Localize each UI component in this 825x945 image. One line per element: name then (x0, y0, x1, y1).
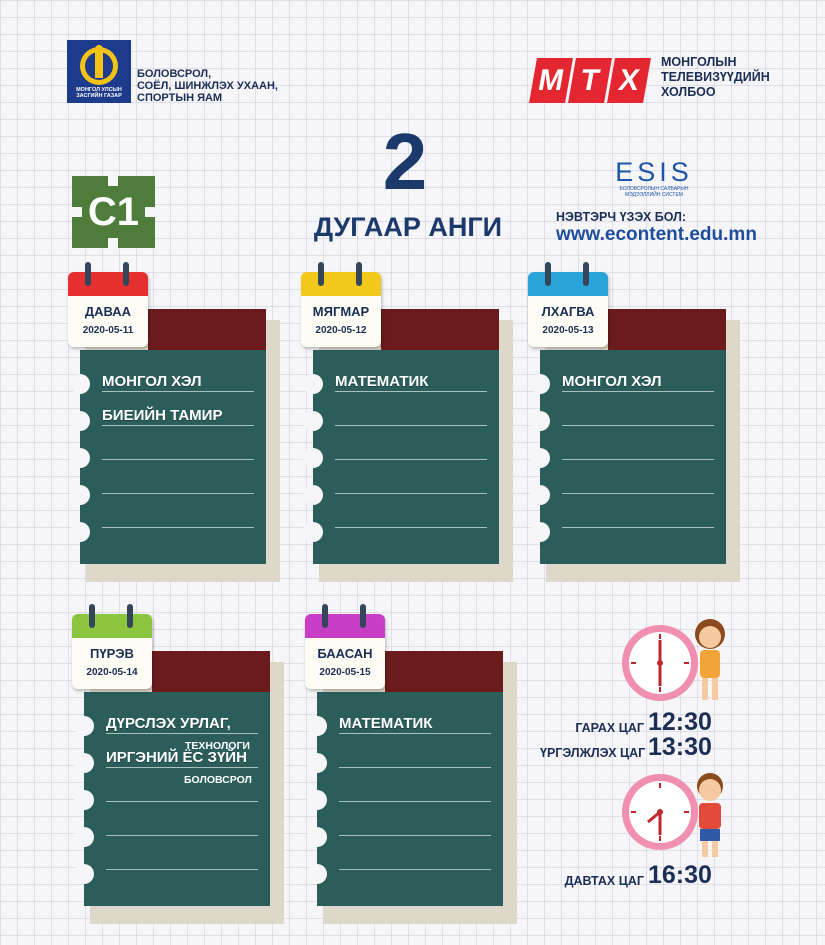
day-date: 2020-05-13 (542, 325, 594, 336)
tv-logo-letter: Т (568, 58, 612, 103)
continue-time-label: ҮРГЭЛЖЛЭХ ЦАГ (540, 746, 646, 760)
air-time-value: 12:30 (648, 708, 712, 736)
subject-note: ТЕХНОЛОГИ (185, 740, 250, 752)
repeat-time-label: ДАВТАХ ЦАГ (564, 874, 644, 888)
subject-label: БИЕИЙН ТАМИР (102, 407, 223, 424)
login-url-link[interactable]: www.econtent.edu.mn (556, 224, 757, 245)
girl-icon (688, 612, 732, 704)
channel-logo-text: C1 (87, 190, 140, 234)
grade-number: 2 (382, 117, 428, 206)
ministry-name: БОЛОВСРОЛ, СОЁЛ, ШИНЖЛЭХ УХААН, СПОРТЫН ЯАМ (137, 68, 278, 104)
ministry-emblem (67, 40, 131, 103)
tv-association-name: МОНГОЛЫН ТЕЛЕВИЗҮҮДИЙН ХОЛБОО (661, 55, 770, 99)
calendar-page (301, 262, 381, 347)
channel-logo (72, 176, 155, 248)
emblem-caption: МОНГОЛ УЛСЫН ЗАСГИЙН ГАЗАР (76, 87, 122, 99)
day-date: 2020-05-11 (82, 325, 134, 336)
calendar-page (528, 262, 608, 347)
day-name: БААСАН (317, 646, 373, 661)
subject-label: МАТЕМАТИК (339, 715, 433, 732)
day-name: ЛХАГВА (541, 304, 595, 319)
subject-note: БОЛОВСРОЛ (184, 774, 252, 786)
day-date: 2020-05-15 (319, 667, 371, 678)
grade-title: ДУГААР АНГИ (313, 212, 503, 242)
tv-logo (533, 58, 650, 103)
subject-label: МАТЕМАТИК (335, 373, 429, 390)
continue-time-value: 13:30 (648, 733, 712, 761)
tv-logo-letter: М (529, 58, 573, 103)
subject-label: ИРГЭНИЙ ЁС ЗҮЙН (106, 749, 247, 766)
esis-logo (612, 158, 696, 198)
calendar-page (68, 262, 148, 347)
day-name: ДАВАА (84, 304, 132, 319)
day-name: ПҮРЭВ (90, 646, 134, 661)
subject-label: ДҮРСЛЭХ УРЛАГ, (106, 715, 231, 732)
tv-logo-letter: Х (607, 58, 651, 103)
soyombo-icon (67, 40, 131, 90)
calendar-page (305, 604, 385, 689)
day-date: 2020-05-14 (86, 667, 138, 678)
subject-label: МОНГОЛ ХЭЛ (102, 373, 202, 390)
day-name: МЯГМАР (312, 304, 370, 319)
subject-label: МОНГОЛ ХЭЛ (562, 373, 662, 390)
calendar-page (72, 604, 152, 689)
repeat-time-value: 16:30 (648, 861, 712, 889)
clock-icon (620, 772, 700, 852)
esis-logo-text: ESIS (615, 157, 693, 187)
login-label: НЭВТЭРЧ ҮЗЭХ БОЛ: (556, 210, 687, 224)
day-date: 2020-05-12 (315, 325, 367, 336)
esis-caption: БОЛОВСРОЛЫН САЛБАРЫН МЭДЭЭЛЛИЙН СИСТЕМ (619, 186, 689, 198)
boy-icon (690, 768, 730, 860)
air-time-label: ГАРАХ ЦАГ (575, 721, 644, 735)
